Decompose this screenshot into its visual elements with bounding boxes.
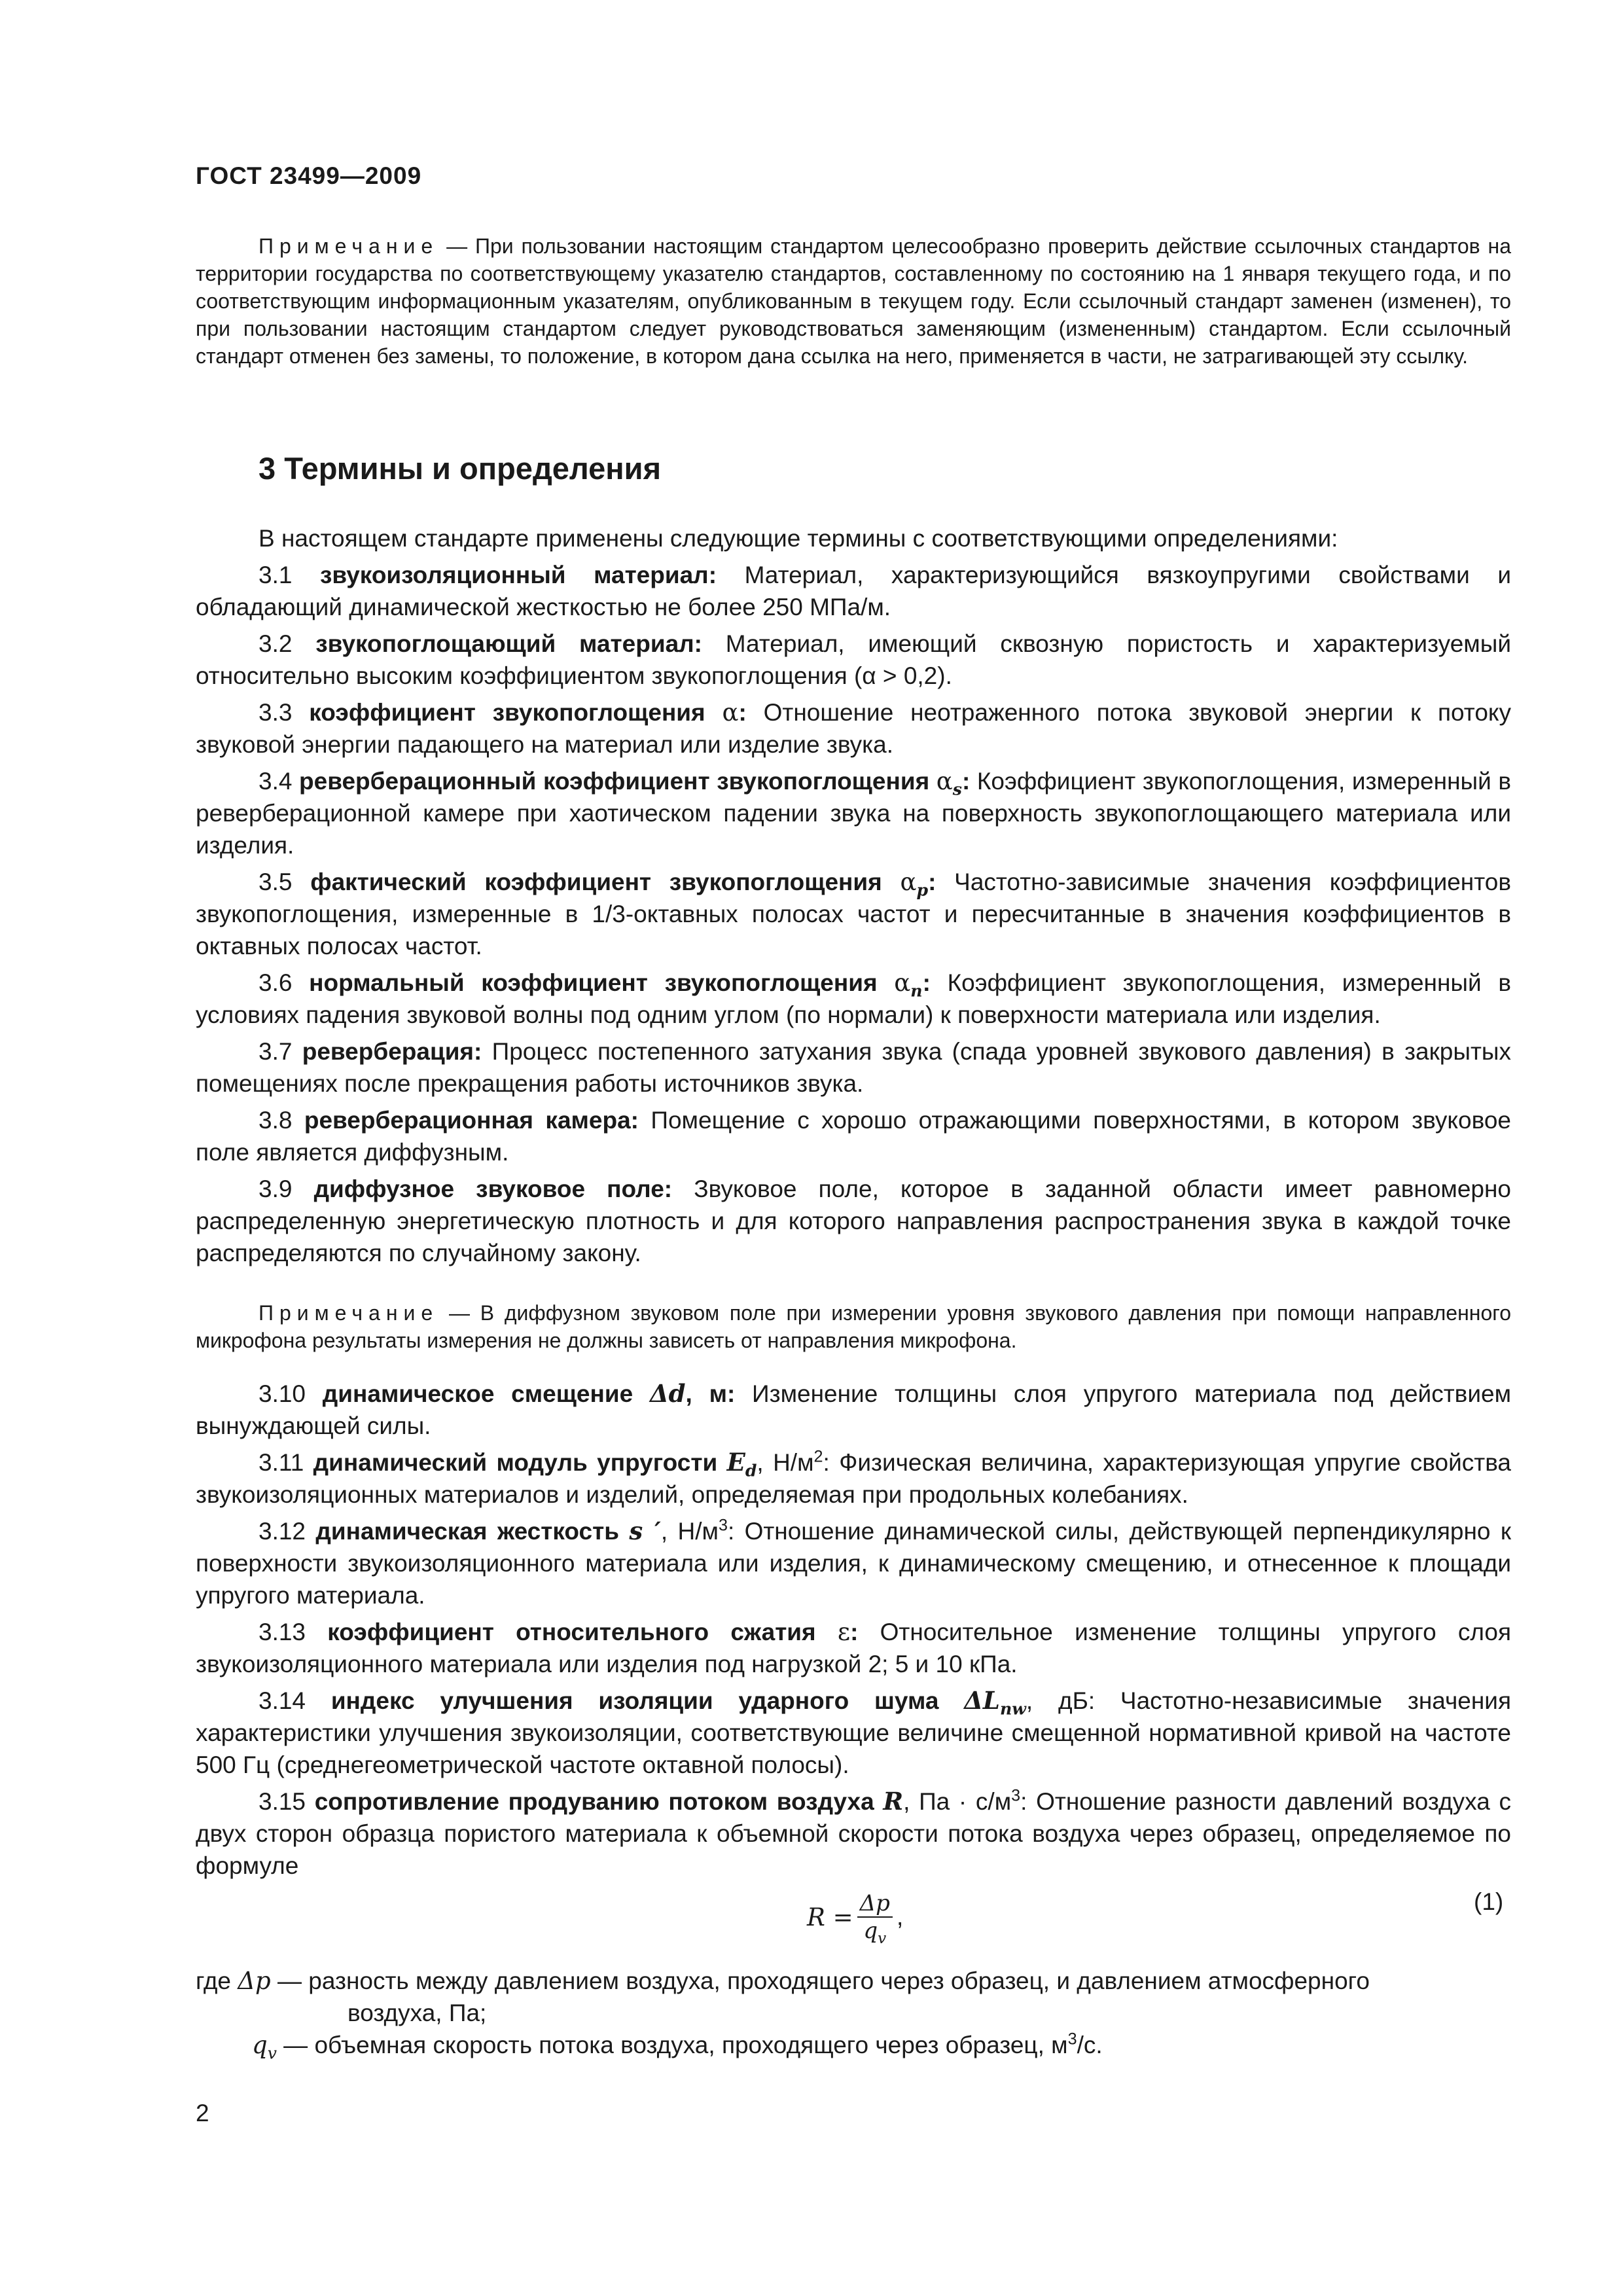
term-3-7: 3.7 реверберация: Процесс постепенного затухания звука (спада уровней звукового давления) в закрытых помещениях после прекращения работы источников звука. (196, 1038, 1511, 1097)
where-definition-delta-p: где Δp — разность между давлением воздуха, проходящего через образец, и давлением атмосферного (196, 1967, 1370, 1995)
term-3-8: 3.8 реверберационная камера: Помещение с хорошо отражающими поверхностями, в котором звуковое поле является диффузным. (196, 1107, 1511, 1166)
term-3-2: 3.2 звукопоглощающий материал: Материал, имеющий сквозную пористость и характеризуемый относительно высоким коэффициентом звукопоглощения (α > 0,2). (196, 630, 1511, 689)
formula-tail: , (896, 1903, 904, 1930)
where-definition-delta-p-cont: воздуха, Па; (348, 2000, 487, 2026)
term-3-3: 3.3 коэффициент звукопоглощения α: Отношение неотраженного потока звуковой энергии к потоку звуковой энергии падающего на материал или изделие звука. (196, 698, 1511, 758)
note-label: Примечание (259, 1301, 439, 1325)
terms-block-2 (196, 1378, 1511, 1886)
page-number: 2 (196, 2100, 209, 2126)
term-3-10: 3.10 динамическое смещение Δd, м: Изменение толщины слоя упругого материала под действием вынуждающей силы. (196, 1379, 1512, 1439)
note-text: — В диффузном звуковом поле при измерении уровня звукового давления при помощи направленного микрофона результаты измерения не должны зависеть от направления микрофона. (196, 1301, 1511, 1352)
term-3-14: 3.14 индекс улучшения изоляции ударного шума $\Delta L_{nw}$, дБ: Частотно-независимые значения характеристики улучшения звукоизоляции, соответствующие величине смещенной нормативной кривой на частоте 500 Гц (среднегеометрической частоте октавной полосы). (196, 1686, 1512, 1778)
formula-lhs: R = (807, 1903, 853, 1931)
equation-number: (1) (1474, 1888, 1504, 1915)
term-3-11: 3.11 динамический модуль упругости $E_d$, $Н/м^2$: Физическая величина, характеризующая упругие свойства звукоизоляционных материалов и изделий, определяемая при продольных колебаниях. (196, 1447, 1512, 1508)
term-3-1: 3.1 звукоизоляционный материал: Материал, характеризующийся вязкоупругими свойствами и обладающий динамической жесткостью не более 250 МПа/м. (196, 562, 1511, 620)
formula-numerator: Δp (857, 1890, 893, 1918)
term-3-12: 3.12 динамическая жесткость s ′, $Н/м^3$: Отношение динамической силы, действующей перпендикулярно к поверхности звукоизоляционного материала или изделия, к динамическому смещению, и отнесенное к площади упругого материала. (196, 1516, 1512, 1609)
intro-paragraph: В настоящем стандарте применены следующие термины с соответствующими определениями: (259, 525, 1338, 552)
note-diffuse-field (196, 1299, 1511, 1354)
term-3-9: 3.9 диффузное звуковое поле: Звуковое поле, которое в заданной области имеет равномерно распределенную энергетическую плотность и для которого направления распространения звука в каждой точке распределяются по случайному закону. (196, 1175, 1512, 1266)
formula-fraction (857, 1890, 893, 1947)
section-heading: 3 Термины и определения (259, 451, 661, 486)
note-references (196, 232, 1511, 370)
where-definition-qv: $q_v$ — объемная скорость потока воздуха, проходящего через образец, $м^3/с$. (252, 2030, 1103, 2063)
term-3-4: 3.4 реверберационный коэффициент звукопоглощения $\alpha_s$: Коэффициент звукопоглощения, измеренный в реверберационной камере при хаотическом падении звука на поверхность звукопоглощающего материала или изделия. (196, 767, 1512, 859)
note-label: Примечание (259, 234, 439, 258)
formula-1 (807, 1890, 904, 1947)
term-3-6: 3.6 нормальный коэффициент звукопоглощения $\alpha_n$: Коэффициент звукопоглощения, измеренный в условиях падения звуковой волны под одним углом (по нормали) к поверхности материала или изделия. (196, 969, 1512, 1028)
terms-block-1 (196, 522, 1511, 1274)
formula-denominator: $q_v$ (863, 1918, 887, 1947)
term-3-15: 3.15 сопротивление продуванию потоком воздуха R, Па · $с/м^3$: Отношение разности давлений воздуха с двух сторон образца пористого материала к объемной скорости потока воздуха через образец, определяемое по формуле (196, 1786, 1512, 1879)
document-header: ГОСТ 23499—2009 (196, 162, 422, 189)
note-text: — При пользовании настоящим стандартом целесообразно проверить действие ссылочных стандартов на территории государства по соответствующему указателю стандартов, составленному по состоянию на 1 января текущего года, и по соответствующим информационным указателям, опубликованным в текущем году. Если ссылочный стандарт заменен (изменен), то при пользовании настоящим стандартом следует руководствоваться заменяющим (измененным) стандартом. Если ссылочный стандарт отменен без замены, то положение, в котором дана ссылка на него, применяется в части, не затрагивающей эту ссылку. (196, 234, 1511, 368)
term-3-13: 3.13 коэффициент относительного сжатия ε: Относительное изменение толщины упругого слоя звукоизоляционного материала или изделия под нагрузкой 2; 5 и 10 кПа. (196, 1618, 1512, 1677)
term-3-5: 3.5 фактический коэффициент звукопоглощения $\alpha_p$: Частотно-зависимые значения коэффициентов звукопоглощения, измеренные в 1/3-октавных полосах частот и пересчитанные в значения коэффициентов в октавных полосах частот. (196, 868, 1512, 960)
